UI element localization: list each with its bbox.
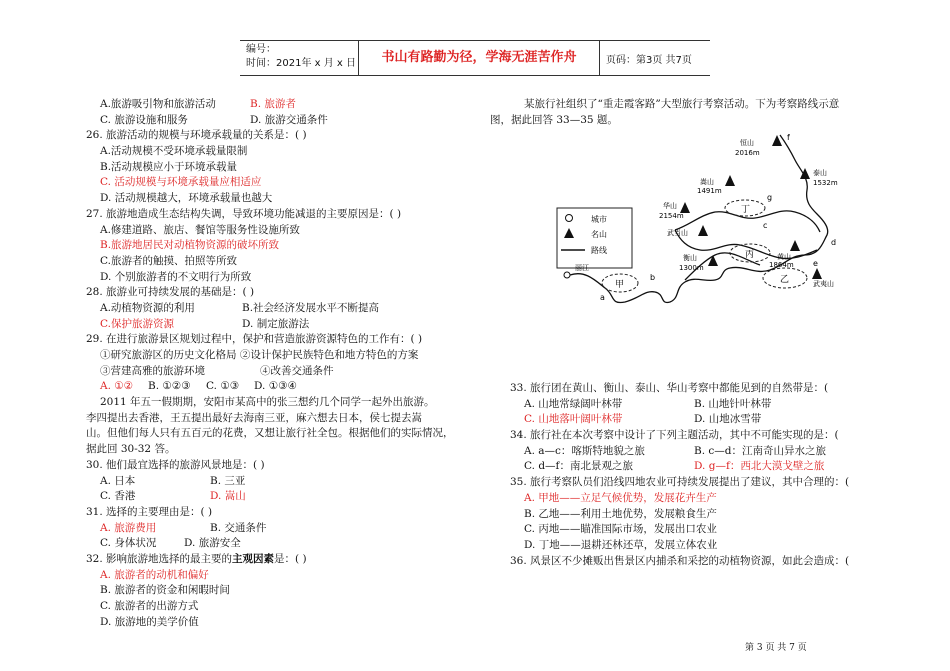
question-34: 34. 旅行社在本次考察中设计了下列主题活动，其中不可能实现的是：( <box>510 429 839 442</box>
q31-option-a-answer: A. 旅游费用 <box>100 521 157 534</box>
route-map <box>555 130 855 330</box>
region-bing-label: 丙 <box>745 250 755 260</box>
hengshan-n-label: 恒山 <box>740 139 754 147</box>
hengshan-s-label: 衡山 <box>683 254 697 262</box>
q34-option-d-answer: D. g—f：西北大漠戈壁之旅 <box>694 460 825 473</box>
q27-option-a: A.修建道路、旅店、餐馆等服务性设施所致 <box>100 223 300 236</box>
question-30: 30. 他们最宜选择的旅游风景地是：( ) <box>86 458 265 471</box>
point-g: g <box>767 193 773 202</box>
q33-option-c-answer: C. 山地落叶阔叶林带 <box>524 413 623 426</box>
question-32 <box>86 552 486 568</box>
q29-option-a-answer: A. ①② <box>100 380 134 393</box>
time-label: 时间：2021年 x 月 x 日 <box>246 58 356 69</box>
q26-option-c-answer: C. 活动规模与环境承载量应相适应 <box>100 176 262 189</box>
q29-items-12: ①研究旅游区的历史文化格局 ②设计保护民族特色和地方特色的方案 <box>100 349 419 361</box>
q34-option-c: C. d—f：南北景观之旅 <box>524 460 633 473</box>
mountain-songshan-icon <box>725 175 735 186</box>
passage-line-3: 山。但他们每人只有五百元的花费，又想让旅行社全包。根据他们的实际情况， <box>86 427 454 440</box>
q28-options-ab <box>86 301 486 317</box>
q32-option-a-answer: A. 旅游者的动机和偏好 <box>100 568 209 581</box>
code-label: 编号： <box>246 44 276 55</box>
q30-option-a: A. 日本 <box>100 474 136 487</box>
route-map-svg <box>555 130 855 330</box>
option-d: D. 旅游交通条件 <box>250 113 328 126</box>
passage-line-1: 2011 年五一假期期，安阳市某高中的张三想约几个同学一起外出旅游。 <box>100 396 435 409</box>
city-lijiang-icon <box>564 272 570 278</box>
mountain-wudang-icon <box>698 225 708 236</box>
q35-option-c: C. 丙地——瞄准国际市场，发展出口农业 <box>524 523 717 536</box>
legend-city-label: 城市 <box>591 215 607 224</box>
q30-option-c: C. 香港 <box>100 490 136 503</box>
q35-option-b: B. 乙地——利用土地优势，发展粮食生产 <box>524 507 717 520</box>
wuyi-label: 武夷山 <box>813 280 834 288</box>
page-header <box>240 40 710 76</box>
q35-option-a-answer: A. 甲地——立足气候优势，发展花卉生产 <box>524 491 717 504</box>
passage-line-2: 李四提出去香港，王五提出最好去海南三亚，麻六想去日本，侯七提去嵩 <box>86 411 422 424</box>
huashan-label: 华山 <box>663 202 677 210</box>
header-slogan: 书山有路勤为径，学海无涯苦作舟 <box>358 41 600 75</box>
q34-option-a: A. a—c：喀斯特地貌之旅 <box>524 444 645 457</box>
q32-option-b: B. 旅游者的资金和闲暇时间 <box>100 584 230 597</box>
q28-option-c-answer: C.保护旅游资源 <box>100 317 174 330</box>
point-e: e <box>813 259 818 268</box>
question-31: 31. 选择的主要理由是：( ) <box>86 505 213 518</box>
q33-option-b: B. 山地针叶林带 <box>694 397 772 410</box>
point-b: b <box>650 273 656 282</box>
q34-options-ab <box>510 444 920 460</box>
right-questions <box>510 381 920 569</box>
option-b-answer: B. 旅游者 <box>250 98 296 110</box>
q31-options-cd <box>86 536 486 552</box>
q34-option-b: B. c—d：江南奇山异水之旅 <box>694 444 826 457</box>
q27-option-d: D. 个别旅游者的不文明行为所致 <box>100 270 252 283</box>
wudang-label: 武当山 <box>667 229 688 237</box>
point-c: c <box>763 221 768 230</box>
q30-option-b: B. 三亚 <box>210 474 246 487</box>
question-29: 29. 在进行旅游景区规划过程中，保护和营造旅游资源特色的工作有：( ) <box>86 333 423 346</box>
mountain-hengshan-south-icon <box>708 255 718 266</box>
mountain-wuyi-icon <box>812 268 822 279</box>
q33-option-d: D. 山地冰雪带 <box>694 413 762 426</box>
q32-option-d: D. 旅游地的美学价值 <box>100 615 199 628</box>
q28-option-a: A.动植物资源的利用 <box>100 301 195 314</box>
q29-item-4: ④改善交通条件 <box>260 364 334 377</box>
point-f: f <box>787 133 790 142</box>
taishan-label: 泰山 <box>813 169 827 177</box>
question-35: 35. 旅行考察队员们沿线四地农业可持续发展提出了建议，其中合理的：( <box>510 476 850 489</box>
page-footer: 第 3 页 共 7 页 <box>745 643 807 653</box>
q30-options-cd <box>86 489 486 505</box>
legend-route-label: 路线 <box>591 246 607 255</box>
q34-options-cd <box>510 459 920 475</box>
q31-option-b: B. 交通条件 <box>210 521 267 534</box>
huashan-height: 2154m <box>659 212 684 220</box>
page-label: 页码：第3页 共7页 <box>606 55 692 66</box>
huangshan-height: 1864m <box>769 261 794 269</box>
q30-option-d-answer: D. 嵩山 <box>210 490 246 503</box>
mountain-huangshan-icon <box>790 240 800 251</box>
songshan-label: 嵩山 <box>700 178 714 186</box>
q32-keyword: 主观因素 <box>232 552 275 565</box>
option-a: A.旅游吸引物和旅游活动 <box>100 98 216 110</box>
q28-option-d: D. 制定旅游法 <box>242 317 310 330</box>
q26-option-a: A.活动规模不受环境承载量限制 <box>100 145 248 158</box>
q29-option-d: D. ①③④ <box>254 380 297 393</box>
q32-prefix: 32. 影响旅游地选择的最主要的 <box>86 552 233 565</box>
q27-option-c: C.旅游者的触摸、拍照等所致 <box>100 254 237 267</box>
point-d: d <box>831 238 837 247</box>
question-27: 27. 旅游地造成生态结构失调，导致环境功能减退的主要原因是：( ) <box>86 207 402 220</box>
q26-option-d: D. 活动规模越大，环境承载量也越大 <box>100 192 273 205</box>
q27-option-b-answer: B.旅游地居民对动植物资源的破坏所致 <box>100 239 280 252</box>
hengshan-n-height: 2016m <box>735 149 760 157</box>
option-c: C. 旅游设施和服务 <box>100 113 188 126</box>
passage-line-4: 据此回 30-32 答。 <box>86 443 176 456</box>
songshan-height: 1491m <box>697 187 722 195</box>
q33-option-a: A. 山地常绿阔叶林带 <box>524 397 623 410</box>
q35-option-d: D. 丁地——退耕还林还草，发展立体农业 <box>524 538 718 551</box>
option-line <box>86 97 486 113</box>
legend-mountain-label: 名山 <box>591 230 607 239</box>
question-36: 36. 风景区不少摊贩出售景区内捕杀和采挖的动植物资源，如此会造成：( <box>510 554 850 567</box>
lijiang-label: 丽江 <box>575 264 589 272</box>
taishan-height: 1532m <box>813 179 838 187</box>
q26-option-b: B.活动规模应小于环境承载量 <box>100 160 238 173</box>
q32-suffix: 是：( ) <box>274 552 307 565</box>
region-jia-label: 甲 <box>615 280 625 290</box>
left-column <box>86 97 486 630</box>
q31-option-d: D. 旅游安全 <box>184 537 241 550</box>
q28-options-cd <box>86 317 486 333</box>
header-meta <box>246 43 356 71</box>
intro-line-2: 图，据此回答 33—35 题。 <box>490 113 618 126</box>
q31-options-ab <box>86 521 486 537</box>
intro-line-1: 某旅行社组织了“重走霞客路”大型旅行考察活动。下为考察路线示意 <box>524 98 840 110</box>
huangshan-label: 黄山 <box>777 253 791 261</box>
q29-items-34 <box>86 364 486 380</box>
q29-item-3: ③营建高雅的旅游环境 <box>100 364 205 377</box>
point-a: a <box>600 293 605 302</box>
question-33: 33. 旅行团在黄山、衡山、泰山、华山考察中都能见到的自然带是：( <box>510 382 829 394</box>
question-26: 26. 旅游活动的规模与环境承载量的关系是：( ) <box>86 129 307 142</box>
q33-options-cd <box>510 412 920 428</box>
region-yi-label: 乙 <box>780 275 790 285</box>
option-line <box>86 113 486 129</box>
question-28: 28. 旅游业可持续发展的基础是：( ) <box>86 286 255 299</box>
q28-option-b: B.社会经济发展水平不断提高 <box>242 301 380 314</box>
region-ding-label: 丁 <box>741 205 751 215</box>
q33-options-ab <box>510 397 920 413</box>
hengshan-s-height: 1300m <box>679 264 704 272</box>
q29-option-c: C. ①③ <box>206 380 240 393</box>
q32-option-c: C. 旅游者的出游方式 <box>100 600 199 612</box>
q30-options-ab <box>86 474 486 490</box>
q31-option-c: C. 身体状况 <box>100 537 157 550</box>
q29-options <box>86 379 486 395</box>
right-intro <box>490 97 920 128</box>
q29-option-b: B. ①②③ <box>148 380 191 393</box>
